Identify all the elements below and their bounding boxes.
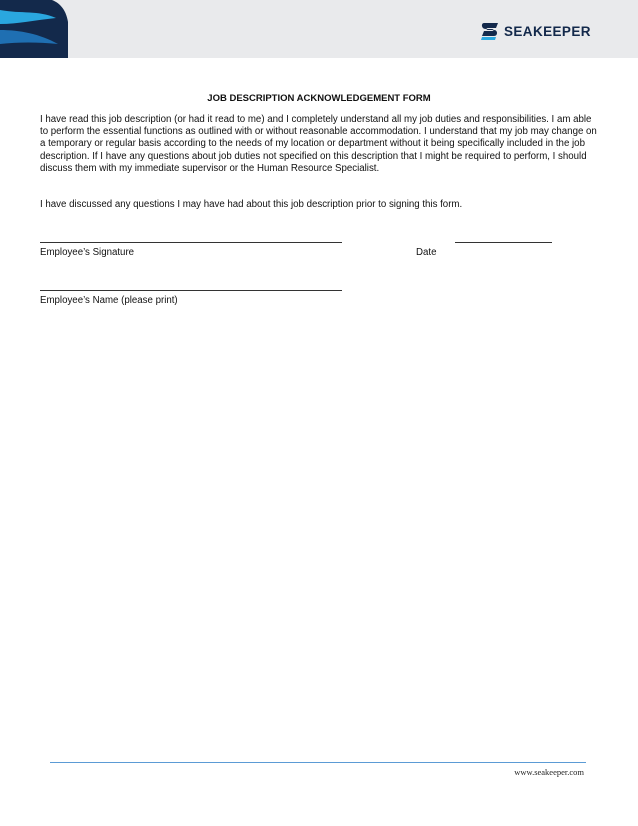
date-line [455, 242, 552, 243]
form-title: JOB DESCRIPTION ACKNOWLEDGEMENT FORM [207, 93, 431, 104]
seakeeper-logo-icon [480, 21, 500, 41]
brand-name: SEAKEEPER [504, 23, 591, 39]
corner-wave-graphic [0, 0, 70, 58]
signature-label: Employee’s Signature [40, 247, 135, 258]
date-label: Date [416, 247, 437, 258]
footer-url[interactable]: www.seakeeper.com [514, 767, 584, 777]
signature-line [40, 242, 342, 243]
footer-divider [50, 762, 586, 763]
acknowledgement-paragraph: I have read this job description (or had it read to me) and I completely understand all my job duties and responsibilities. I am able to perform the essential functions as outlined with or without reasonable accommodation. I understand that my job may change on a temporary or regular basis according to the needs of my location or department without it being specifically included in the job description. If I have any questions about job duties not specified on this description that I might be required to perform, I should discuss them with my immediate supervisor or the Human Resource Specialist. [40, 114, 597, 174]
header-band [0, 0, 638, 58]
questions-paragraph: I have discussed any questions I may have had about this job description prior to signing this form. [40, 199, 463, 210]
name-label: Employee’s Name (please print) [40, 295, 178, 306]
name-line [40, 290, 342, 291]
brand-logo [480, 20, 591, 42]
